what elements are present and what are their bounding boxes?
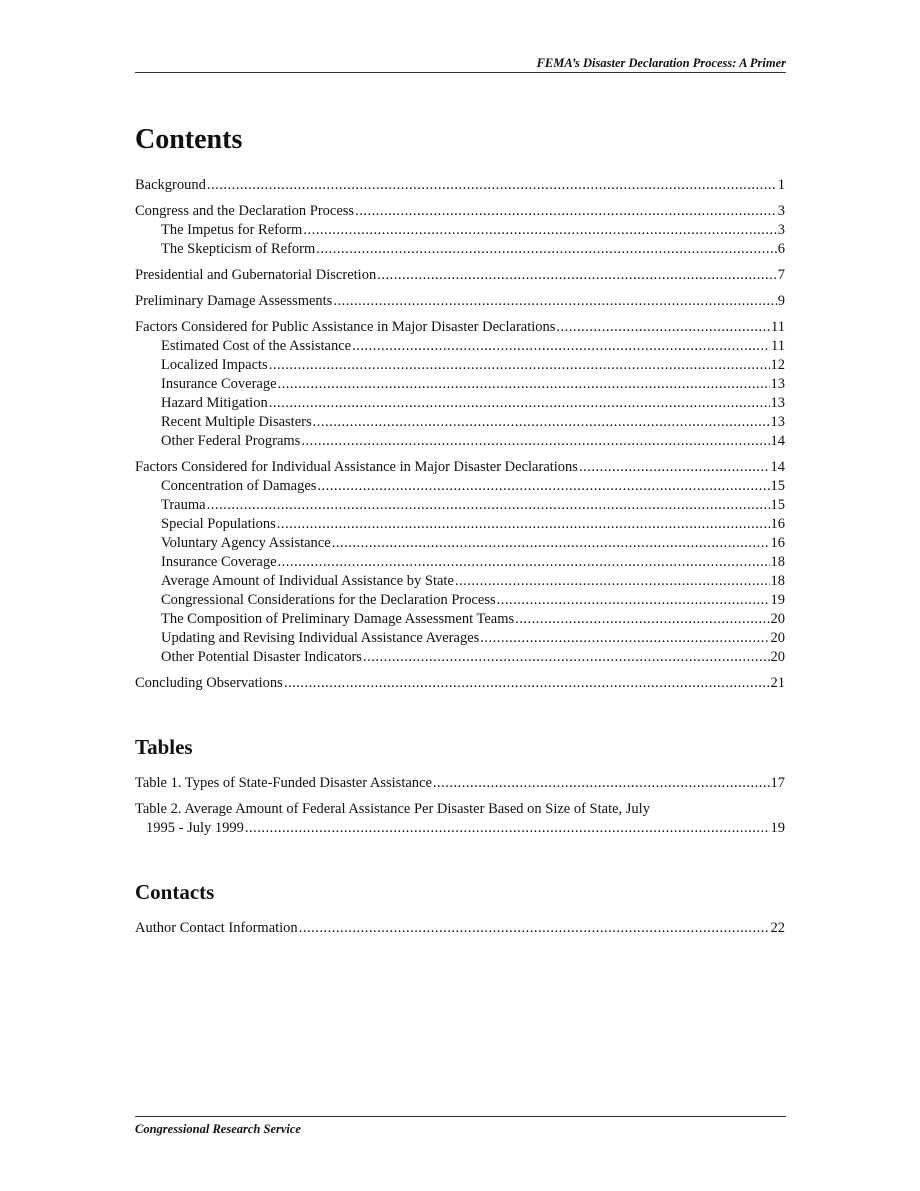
dot-leader xyxy=(556,318,770,337)
toc-entry-title: Estimated Cost of the Assistance xyxy=(161,338,352,354)
dot-leader xyxy=(299,919,770,938)
dot-leader xyxy=(333,292,776,311)
toc-entry-page: 11 xyxy=(771,319,785,335)
toc-entry-page: 15 xyxy=(770,478,785,494)
toc-entry-page: 16 xyxy=(770,535,785,551)
toc-entry-title: Average Amount of Individual Assistance by State xyxy=(161,573,454,589)
toc-entry-title: Hazard Mitigation xyxy=(161,395,268,411)
toc-entry-title: The Composition of Preliminary Damage Assessment Teams xyxy=(161,611,515,627)
dot-leader xyxy=(269,356,770,375)
toc-entry-page: 3 xyxy=(777,222,785,238)
toc-entry-table-1[interactable] xyxy=(135,774,785,793)
toc-entry-page: 20 xyxy=(770,630,785,646)
toc-entry[interactable] xyxy=(135,375,785,394)
toc-entry-page: 19 xyxy=(770,592,785,608)
toc-entry[interactable] xyxy=(135,534,785,553)
toc-entry-title: The Impetus for Reform xyxy=(161,222,303,238)
dot-leader xyxy=(433,774,770,793)
toc-entry[interactable] xyxy=(135,318,785,337)
toc-entry-title: Updating and Revising Individual Assistance Averages xyxy=(161,630,480,646)
toc-entry-title-line2: 1995 - July 1999 xyxy=(146,820,244,836)
toc-entry-title: Concluding Observations xyxy=(135,675,283,691)
dot-leader xyxy=(316,240,777,259)
dot-leader xyxy=(497,591,770,610)
toc-entry-title: Special Populations xyxy=(161,516,276,532)
toc-entry-page: 14 xyxy=(770,433,785,449)
dot-leader xyxy=(455,572,770,591)
toc-entry[interactable] xyxy=(135,394,785,413)
dot-leader xyxy=(352,337,770,356)
dot-leader xyxy=(277,515,770,534)
dot-leader xyxy=(377,266,777,285)
dot-leader xyxy=(332,534,770,553)
toc-entry-page: 13 xyxy=(770,395,785,411)
toc-entry-page: 15 xyxy=(770,497,785,513)
toc-entry[interactable] xyxy=(135,674,785,693)
toc-entry-title: Author Contact Information xyxy=(135,920,298,936)
toc-entry-title: Factors Considered for Individual Assistance in Major Disaster Declarations xyxy=(135,459,578,475)
toc-entry-page: 1 xyxy=(777,177,785,193)
toc-entry-title: Insurance Coverage xyxy=(161,554,277,570)
tables-list xyxy=(135,774,785,838)
toc-entry[interactable] xyxy=(135,356,785,375)
toc-entry-title: Concentration of Damages xyxy=(161,478,317,494)
toc-entry[interactable] xyxy=(135,458,785,477)
toc-entry-title: Preliminary Damage Assessments xyxy=(135,293,333,309)
contents-heading: Contents xyxy=(135,124,243,155)
dot-leader xyxy=(303,221,776,240)
dot-leader xyxy=(269,394,770,413)
toc-entry-page: 20 xyxy=(770,649,785,665)
contacts-list xyxy=(135,919,785,938)
dot-leader xyxy=(207,496,770,515)
toc-entry[interactable] xyxy=(135,221,785,240)
dot-leader xyxy=(363,648,770,667)
running-title: FEMA’s Disaster Declaration Process: A Primer xyxy=(536,56,786,70)
dot-leader xyxy=(278,375,770,394)
toc-entry-title: Recent Multiple Disasters xyxy=(161,414,312,430)
toc-entry-title: Presidential and Gubernatorial Discretion xyxy=(135,267,377,283)
toc-entry[interactable] xyxy=(135,629,785,648)
toc-entry[interactable] xyxy=(135,240,785,259)
toc-entry-page: 18 xyxy=(770,554,785,570)
dot-leader xyxy=(480,629,769,648)
dot-leader xyxy=(278,553,770,572)
dot-leader xyxy=(355,202,777,221)
toc-entry-page: 21 xyxy=(770,675,785,691)
toc-entry-title: Other Potential Disaster Indicators xyxy=(161,649,362,665)
toc-entry[interactable] xyxy=(135,266,785,285)
toc-entry-page: 7 xyxy=(777,267,785,283)
toc-entry[interactable] xyxy=(135,496,785,515)
toc-entry-title: Insurance Coverage xyxy=(161,376,277,392)
toc-entry[interactable] xyxy=(135,648,785,667)
toc-entry-page: 22 xyxy=(770,920,785,936)
toc-entry[interactable] xyxy=(135,432,785,451)
toc-entry-page: 18 xyxy=(770,573,785,589)
toc-entry-title: Table 1. Types of State-Funded Disaster Assistance xyxy=(135,775,432,791)
dot-leader xyxy=(245,819,770,838)
toc-entry[interactable] xyxy=(135,292,785,311)
toc-entry-page: 16 xyxy=(770,516,785,532)
toc-entry[interactable] xyxy=(135,202,785,221)
toc-entry-page: 12 xyxy=(770,357,785,373)
toc-entry-table-2[interactable] xyxy=(135,800,785,838)
page-header xyxy=(135,56,786,73)
toc-entry-page: 13 xyxy=(770,414,785,430)
contacts-heading: Contacts xyxy=(135,880,215,904)
toc-entry-title: Background xyxy=(135,177,206,193)
page-footer xyxy=(135,1116,786,1136)
toc-entry-author-contact[interactable] xyxy=(135,919,785,938)
toc-entry-page: 3 xyxy=(777,203,785,219)
toc-entry-title-line1: Table 2. Average Amount of Federal Assistance Per Disaster Based on Size of State, July xyxy=(135,801,650,817)
dot-leader xyxy=(301,432,769,451)
toc-entry[interactable] xyxy=(135,572,785,591)
dot-leader xyxy=(207,176,777,195)
dot-leader xyxy=(317,477,769,496)
tables-heading: Tables xyxy=(135,735,193,759)
toc-entry[interactable] xyxy=(135,413,785,432)
toc-entry[interactable] xyxy=(135,553,785,572)
dot-leader xyxy=(313,413,770,432)
dot-leader xyxy=(579,458,770,477)
toc-entry-title: Voluntary Agency Assistance xyxy=(161,535,331,551)
contents-list xyxy=(135,176,785,693)
footer-org: Congressional Research Service xyxy=(135,1122,301,1136)
toc-entry-page: 9 xyxy=(777,293,785,309)
toc-entry-title: Factors Considered for Public Assistance in Major Disaster Declarations xyxy=(135,319,556,335)
toc-entry[interactable] xyxy=(135,477,785,496)
toc-entry[interactable] xyxy=(135,515,785,534)
toc-entry-title: Congress and the Declaration Process xyxy=(135,203,355,219)
toc-entry-page: 13 xyxy=(770,376,785,392)
toc-entry-title: Congressional Considerations for the Declaration Process xyxy=(161,592,496,608)
toc-entry[interactable] xyxy=(135,591,785,610)
toc-entry-title: The Skepticism of Reform xyxy=(161,241,316,257)
toc-entry-page: 11 xyxy=(771,338,785,354)
toc-entry[interactable] xyxy=(135,176,785,195)
toc-entry-title: Localized Impacts xyxy=(161,357,268,373)
toc-entry[interactable] xyxy=(135,610,785,629)
toc-entry-title: Other Federal Programs xyxy=(161,433,301,449)
toc-entry-page: 19 xyxy=(770,820,785,836)
toc-entry-page: 6 xyxy=(777,241,785,257)
dot-leader xyxy=(284,674,770,693)
toc-entry-page: 14 xyxy=(770,459,785,475)
toc-entry[interactable] xyxy=(135,337,785,356)
dot-leader xyxy=(515,610,769,629)
toc-entry-page: 17 xyxy=(770,775,785,791)
toc-entry-page: 20 xyxy=(770,611,785,627)
toc-entry-title: Trauma xyxy=(161,497,206,513)
